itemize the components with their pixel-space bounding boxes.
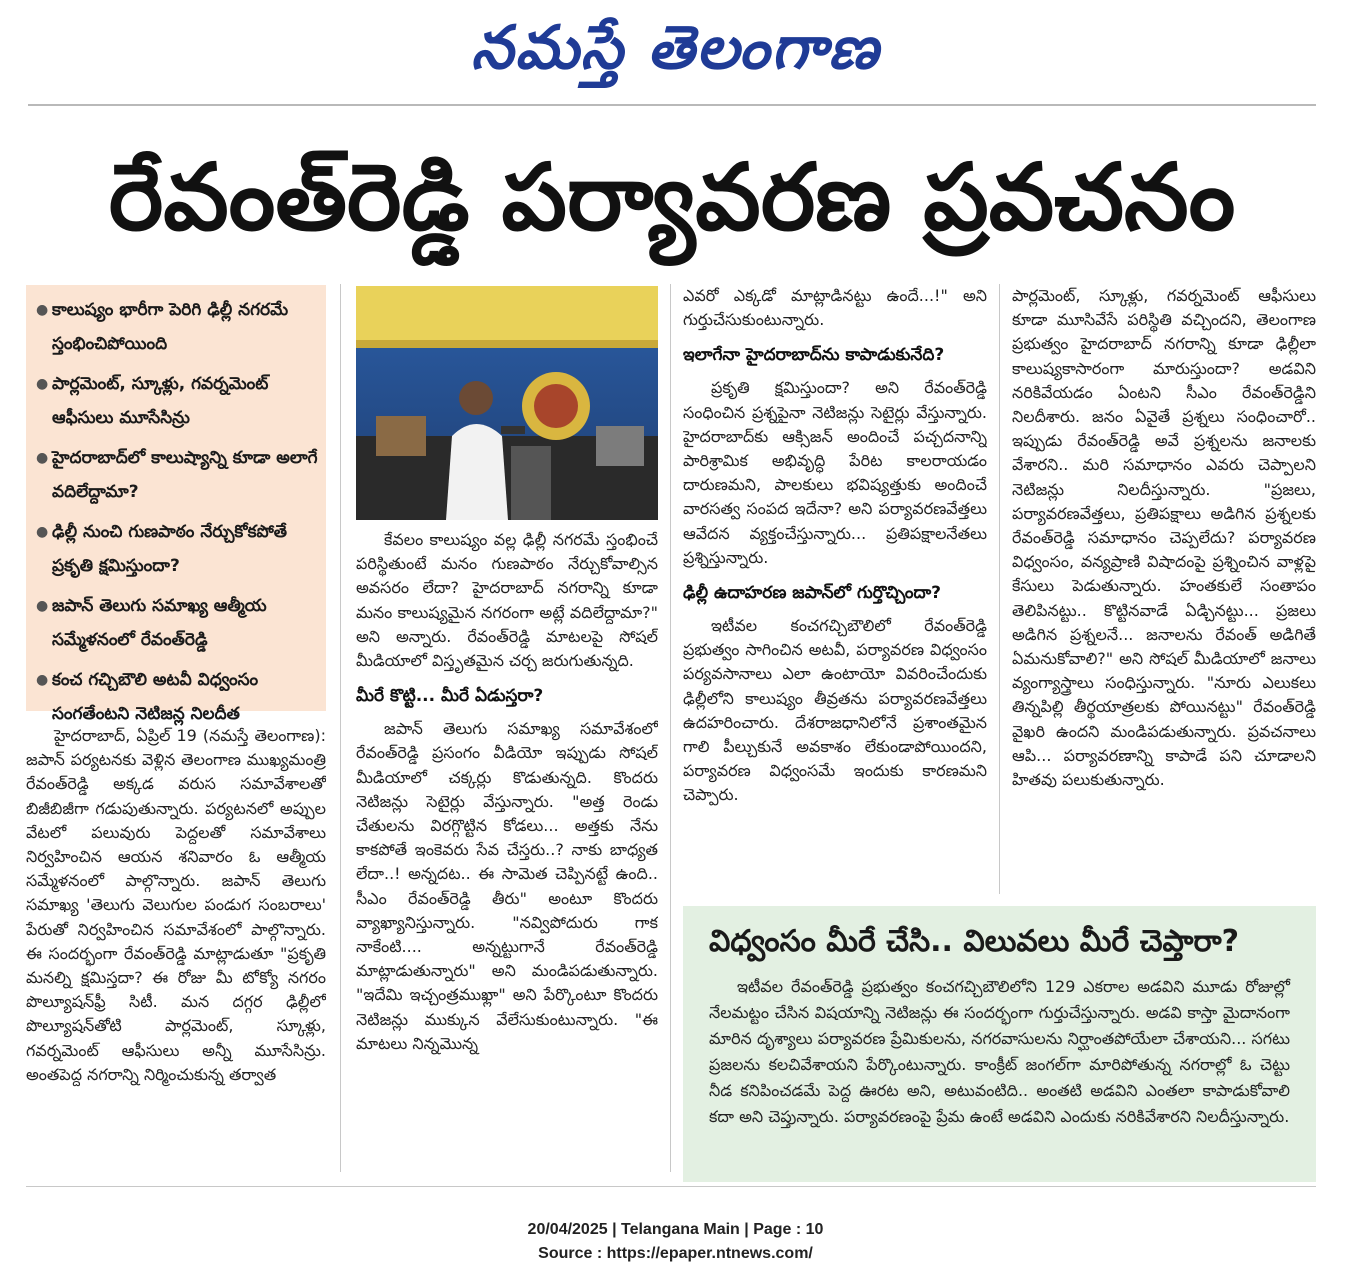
article-paragraph: ఇటీవల కంచగచ్చిబౌలిలో రేవంత్‌రెడ్డి ప్రభుత్వం సాగించిన అటవీ, పర్యావరణ విధ్వంసం పర్యవసానాలు ఎలా ఉంటాయో వివరించేందుకు ఢిల్లీలోని కాలుష్యం తీవ్రతను పర్యావరణవేత్తలు ఉదహరించారు. దేశరాజధానిలోనే ప్రశాంతమైన గాలి పీల్చుకునే అవకాశం లేకుండాపోయిందని, పర్యావరణ విధ్వంసమే ఇందుకు కారణమని చెప్పారు. <box>683 616 987 805</box>
bullet-icon: ● <box>36 672 49 688</box>
masthead <box>0 8 1351 88</box>
highlights-box <box>26 285 326 724</box>
bullet-icon: ● <box>36 524 49 540</box>
highlight-item: ● కాలుష్యం భారీగా పెరిగి ఢిల్లీ నగరమే స్తంభించిపోయింది <box>36 293 318 361</box>
article-column-4 <box>1012 284 1316 889</box>
article-paragraph: పార్లమెంట్, స్కూళ్లు, గవర్నమెంట్ ఆఫీసులు కూడా మూసివేసే పరిస్థితి వచ్చిందని, తెలంగాణ ప్రభుత్వం హైదరాబాద్ నగరాన్ని కూడా ఢిల్లీలా కాలుష్యకాసారంగా మారుస్తుందా? అడవిని నరికివేయడం ఏంటని సీఎం రేవంత్‌రెడ్డిని నిలదీశారు. జనం ఏవైతే ప్రశ్నలు సంధించారో.. ఇప్పుడు రేవంత్‌రెడ్డి అవే ప్రశ్నలను జనాలకు వేశారని.. మరి సమాధానం ఎవరు చెప్పాలని నెటిజన్లు నిలదీస్తున్నారు. "ప్రజలు, పర్యావరణవేత్తలు, ప్రతిపక్షాలు అడిగిన ప్రశ్నలకు రేవంత్‌రెడ్డి సమాధానం చెప్పలేదు? పర్యావరణ విధ్వంసం, వన్యప్రాణి విషాదంపై ప్రశ్నించిన వాళ్లపై కేసులు పెడుతున్నారు. హంతకులే సంతాపం తెలిపినట్టు.. కొట్టినవాడే ఏడ్చినట్టు... ప్రజలు అడిగిన ప్రశ్నలనే... జనాలను రేవంత్ అడిగితే ఏమనుకోవాలి?" అని సోషల్ మీడియాలో జనాలు వ్యంగ్యాస్త్రాలు సంధిస్తున్నారు. "నూరు ఎలుకలు తిన్నపిల్లి తీర్థయాత్రలకు పోయినట్టు" రేవంత్‌రెడ్డి వైఖరి ఉందని మండిపడుతున్నారు. ప్రవచనాలు ఆపి... పర్యావరణాన్ని కాపాడే పని చూడాలని హితవు పలుకుతున్నారు. <box>1012 286 1316 790</box>
bullet-icon: ● <box>36 302 49 318</box>
article-paragraph: హైదరాబాద్, ఏప్రిల్ 19 (నమస్తే తెలంగాణ): జపాన్ పర్యటనకు వెళ్లిన తెలంగాణ ముఖ్యమంత్రి రేవంత్‌రెడ్డి అక్కడ వరుస సమావేశాలతో బిజీబిజీగా గడుపుతున్నారు. పర్యటనలో అప్పుల వేటలో పలువురు పెద్దలతో సమావేశాలు నిర్వహించిన ఆయన శనివారం ఓ ఆత్మీయ సమ్మేళనంలో పాల్గొన్నారు. జపాన్ తెలుగు సమాఖ్య 'తెలుగు వెలుగుల పండుగ సంబరాలు' పేరుతో నిర్వహించిన సమావేశంలో పాల్గొన్నారు. ఈ సందర్భంగా రేవంత్‌రెడ్డి మాట్లాడుతూ "ప్రకృతి మనల్ని క్షమిస్తదా? ఈ రోజు మీ టోక్యో నగరం పొల్యూషన్‌ఫ్రీ సిటీ. మన దగ్గర ఢిల్లీలో పొల్యూషన్‌తోటి పార్లమెంట్, స్కూళ్లు, గవర్నమెంట్ ఆఫీసులు అన్నీ మూసేసిన్రు. అంతపెద్ద నగరాన్ని నిర్మించుకున్న తర్వాత <box>26 726 326 1084</box>
highlight-item: ● జపాన్ తెలుగు సమాఖ్య ఆత్మీయ సమ్మేళనంలో రేవంత్‌రెడ్డి <box>36 589 318 657</box>
bottom-rule <box>26 1186 1316 1187</box>
footer-date-line: 20/04/2025 | Telangana Main | Page : 10 <box>527 1221 824 1238</box>
speaker-photo-image <box>356 286 658 520</box>
highlight-item: ● హైదరాబాద్‌లో కాలుష్యాన్ని కూడా అలాగే వదిలేద్దామా? <box>36 441 318 509</box>
article-paragraph: జపాన్ తెలుగు సమాఖ్య సమావేశంలో రేవంత్‌రెడ్డి ప్రసంగం వీడియో ఇప్పుడు సోషల్ మీడియాలో చక్కర్లు కొడుతున్నది. కొందరు నెటిజన్లు సెటైర్లు వేస్తున్నారు. "అత్త రెండు చేతులను విరగ్గొట్టిన కోడలు... అత్తకు నేను కాకపోతే ఇంకెవరు సేవ చేస్తరు..? నాకు బాధ్యత లేదా..! అన్నదట.. ఈ సామెత చెప్పినట్టే ఉంది.. సీఎం రేవంత్‌రెడ్డి తీరు" అంటూ కొందరు వ్యాఖ్యానిస్తున్నారు. "నవ్విపోదురు గాక నాకేంటి.... అన్నట్టుగానే రేవంత్‌రెడ్డి మాట్లాడుతున్నారు" అని మండిపడుతున్నారు. "ఇదేమి ఇచ్చంత్రముఖ్లా" అని పేర్కొంటూ కొందరు నెటిజన్లు ముక్కున వేలేసుకుంటున్నారు. "ఈ మాటలు నిన్నమొన్న <box>356 719 658 1053</box>
column-divider <box>340 284 341 1172</box>
bullet-icon: ● <box>36 450 49 466</box>
article-paragraph: ఎవరో ఎక్కడో మాట్లాడినట్టు ఉందే...!" అని గుర్తుచేసుకుంటున్నారు. <box>683 286 987 330</box>
box-title: విధ్వంసం మీరే చేసి.. విలువలు మీరే చెప్తారా? <box>709 924 1239 959</box>
article-column-3 <box>683 284 987 889</box>
sidebar-box <box>683 906 1316 1182</box>
column-divider <box>999 284 1000 894</box>
column-divider <box>670 284 671 1172</box>
subheading: ఢిల్లీ ఉదాహరణ జపాన్‌లో గుర్తొచ్చిందా? <box>683 583 942 604</box>
subheading: ఇలాగేనా హైదరాబాద్‌ను కాపాడుకునేది? <box>683 345 945 366</box>
footer <box>0 1218 1351 1266</box>
footer-source-line: Source : https://epaper.ntnews.com/ <box>538 1245 813 1262</box>
highlight-item: ● పార్లమెంట్, స్కూళ్లు, గవర్నమెంట్ ఆఫీసులు మూసేసిన్రు <box>36 367 318 435</box>
masthead-logo: నమస్తే తెలంగాణ <box>470 13 881 83</box>
box-text: ఇటీవల రేవంత్‌రెడ్డి ప్రభుత్వం కంచగచ్చిబౌలిలోని 129 ఎకరాల అడవిని మూడు రోజుల్లో నేలమట్టం చేసిన విషయాన్ని నెటిజన్లు ఈ సందర్భంగా గుర్తుచేస్తున్నారు. అడవి కాస్తా మైదానంగా మారిన దృశ్యాలు పర్యావరణ ప్రేమికులను, నగరవాసులను నిర్ఘాంతపోయేలా చేశాయని... సగటు ప్రజలను కలచివేశాయని పేర్కొంటున్నారు. కాంక్రీట్ జంగల్‌గా మారిపోతున్న నగరాల్లో ఓ చెట్టు నీడ కనిపించడమే పెద్ద ఊరట అని, అటువంటిది.. అంతటి అడవిని ఎంతలా కాపాడుకోవాలి కదా అని చెప్తున్నారు. పర్యావరణంపై ప్రేమ ఉంటే అడవిని ఎందుకు నరికివేశారని నిలదీస్తున్నారు. <box>709 977 1290 1126</box>
article-paragraph: ప్రకృతి క్షమిస్తుందా? అని రేవంత్‌రెడ్డి సంధించిన ప్రశ్నపైనా నెటిజన్లు సెటైర్లు వేస్తున్నారు. హైదరాబాద్‌కు ఆక్సిజన్ అందించే పచ్చదనాన్ని పారిశ్రామిక అభివృద్ధి పేరిట కాలరాయడం దారుణమని, పాలకులు భవిష్యత్తుకు అందించే వారసత్వ సంపద ఇదేనా? అని పర్యావరణవేత్తలు ఆవేదన వ్యక్తంచేస్తున్నారు... ప్రతిపక్షాలనేతలు ప్రశ్నిస్తున్నారు. <box>683 378 987 567</box>
bullet-icon: ● <box>36 598 49 614</box>
bullet-icon: ● <box>36 376 49 392</box>
article-photo <box>356 286 658 520</box>
article-column-2 <box>356 528 658 1172</box>
highlight-item: ● ఢిల్లీ నుంచి గుణపాఠం నేర్చుకోకపోతే ప్రకృతి క్షమిస్తుందా? <box>36 515 318 583</box>
highlight-item: ● కంచ గచ్చిబౌలి అటవీ విధ్వంసం సంగతేంటని నెటిజన్ల నిలదీత <box>36 663 318 731</box>
article-paragraph: కేవలం కాలుష్యం వల్ల ఢిల్లీ నగరమే స్తంభించే పరిస్థితుంటే మనం గుణపాఠం నేర్చుకోవాల్సిన అవసరం లేదా? హైదరాబాద్ నగరాన్ని కూడా మనం కాలుష్యమైన నగరంగా అట్లే వదిలేద్దామా?" అని అన్నారు. రేవంత్‌రెడ్డి మాటలపై సోషల్ మీడియాలో విస్తృతమైన చర్చ జరుగుతున్నది. <box>356 530 658 671</box>
masthead-rule <box>28 104 1316 106</box>
article-column-1 <box>26 724 326 1172</box>
subheading: మీరే కొట్టి... మీరే ఏడుస్తరా? <box>356 686 544 707</box>
headline: రేవంత్‌రెడ్డి పర్యావరణ ప్రవచనం <box>108 144 1236 251</box>
